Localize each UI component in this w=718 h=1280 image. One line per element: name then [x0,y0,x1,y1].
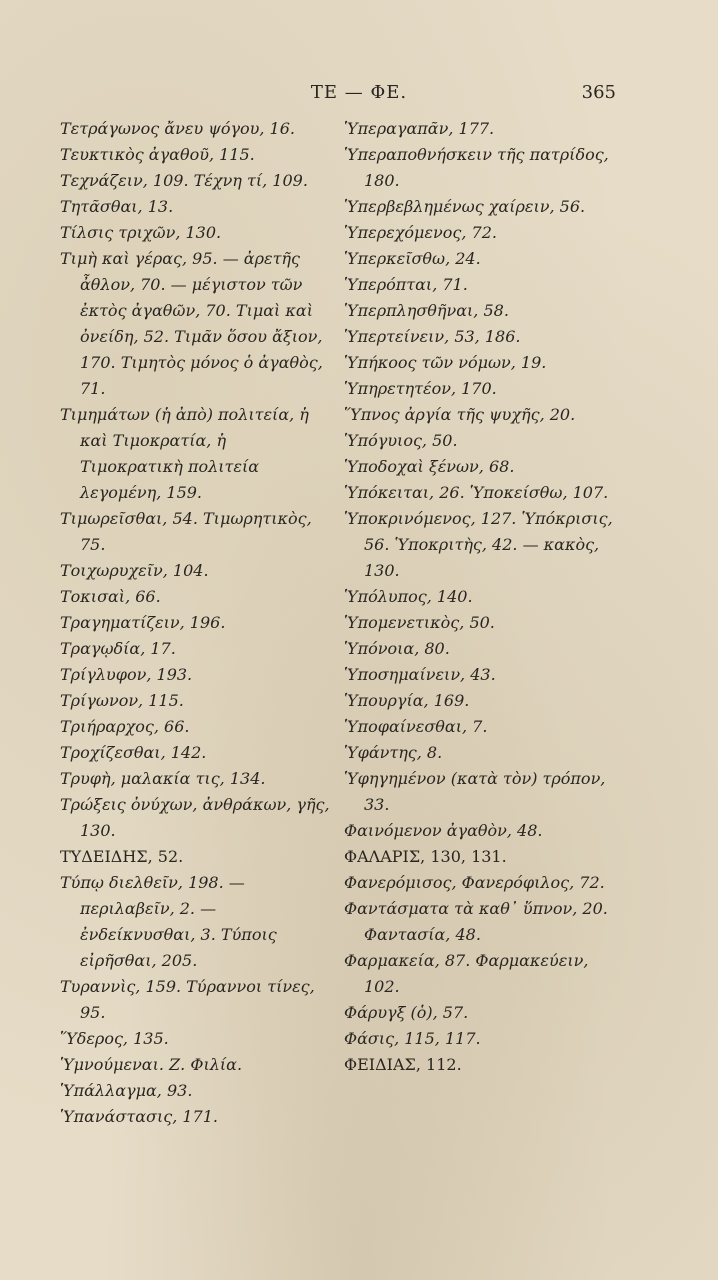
index-entry: Τοκισαὶ, 66. [60,587,161,606]
index-entry: Ὑπηρετητέον, 170. [344,379,497,398]
index-entry: Τρώξεις ὀνύχων, ἀνθράκων, γῆς, 130. [60,795,330,840]
index-entry: Ὑπόλυπος, 140. [344,587,473,606]
index-entry: Τρίγωνον, 115. [60,691,184,710]
index-entry: Ὑπερκεῖσθω, 24. [344,249,481,268]
index-entry: Ὑπεραποθνήσκειν τῆς πατρίδος, 180. [344,145,609,190]
index-entry: Ὑπεραγαπᾶν, 177. [344,119,495,138]
index-entry: Ὑπόκειται, 26. Ὑποκείσθω, 107. [344,483,609,502]
running-head: ΤΕ — ΦΕ. [310,82,408,103]
index-entry: Ὑπερεχόμενος, 72. [344,223,497,242]
index-entry: Ὑποφαίνεσθαι, 7. [344,717,488,736]
index-column-right [344,116,614,1078]
index-column-left [60,116,330,1130]
index-entry: Φανερόμισος, Φανερόφιλος, 72. [344,873,605,892]
index-entry: Τιμὴ καὶ γέρας, 95. — ἀρετῆς ἆθλον, 70. — μέγιστον τῶν ἐκτὸς ἀγαθῶν, 70. Τιμαὶ καὶ ὀνείδη, 52. Τιμᾶν ὅσου ἄξιον, 170. Τιμητὸς μόνος ὁ ἀγαθὸς, 71. [60,249,323,398]
index-entry: Τρίγλυφον, 193. [60,665,193,684]
index-entry: ΦΑΛΑΡΙΣ, 130, 131. [344,847,507,866]
index-entry: Τύπῳ διελθεῖν, 198. — περιλαβεῖν, 2. — ἐνδείκνυσθαι, 3. Τύποις εἰρῆσθαι, 205. [60,873,277,970]
index-entry: Τραγῳδία, 17. [60,639,176,658]
index-entry: Φάσις, 115, 117. [344,1029,481,1048]
index-entry: ΦΕΙΔΙΑΣ, 112. [344,1055,462,1074]
index-entry: Φαρμακεία, 87. Φαρμακεύειν, 102. [344,951,589,996]
index-entry: Τυραννὶς, 159. Τύραννοι τίνες, 95. [60,977,315,1022]
index-entry: Ὑπήκοος τῶν νόμων, 19. [344,353,547,372]
index-entry: Τροχίζεσθαι, 142. [60,743,207,762]
index-entry: Τετράγωνος ἄνευ ψόγου, 16. [60,119,295,138]
index-entry: ΤΥΔΕΙΔΗΣ, 52. [60,847,184,866]
index-entry: Τίλσις τριχῶν, 130. [60,223,222,242]
index-entry: Ὑπόνοια, 80. [344,639,450,658]
index-entry: Ὑπερπλησθῆναι, 58. [344,301,509,320]
page-number: 365 [581,82,616,103]
index-entry: Ὑπερβεβλημένως χαίρειν, 56. [344,197,586,216]
index-entry: Τεχνάζειν, 109. Τέχνη τί, 109. [60,171,308,190]
index-entry: Ὑποδοχαὶ ξένων, 68. [344,457,515,476]
index-entry: Ὑπάλλαγμα, 93. [60,1081,193,1100]
index-entry: Φαντάσματα τὰ καθ᾽ ὕπνον, 20. Φαντασία, 48. [344,899,608,944]
index-entry: Ὑπομενετικὸς, 50. [344,613,495,632]
index-entry: Τιμημάτων (ἡ ἀπὸ) πολιτεία, ἡ καὶ Τιμοκρατία, ἡ Τιμοκρατικὴ πολιτεία λεγομένη, 159. [60,405,309,502]
index-entry: Τιμωρεῖσθαι, 54. Τιμωρητικὸς, 75. [60,509,312,554]
index-entry: Τρυφὴ, μαλακία τις, 134. [60,769,266,788]
index-entry: Ὑπερτείνειν, 53, 186. [344,327,521,346]
index-entry: Τριήραρχος, 66. [60,717,190,736]
index-entry: Ὑφάντης, 8. [344,743,443,762]
index-entry: Φαινόμενον ἀγαθὸν, 48. [344,821,543,840]
index-entry: Τευκτικὸς ἀγαθοῦ, 115. [60,145,255,164]
index-entry: Φάρυγξ (ὁ), 57. [344,1003,469,1022]
index-entry: Ὑποσημαίνειν, 43. [344,665,496,684]
index-entry: Τραγηματίζειν, 196. [60,613,226,632]
index-entry: Ὑφηγημένον (κατὰ τὸν) τρόπον, 33. [344,769,606,814]
index-entry: Ὕδερος, 135. [60,1029,169,1048]
index-entry: Τητᾶσθαι, 13. [60,197,174,216]
index-entry: Ὑπόγυιος, 50. [344,431,458,450]
index-entry: Ὑμνούμεναι. Ζ. Φιλία. [60,1055,243,1074]
index-entry: Ὑπουργία, 169. [344,691,470,710]
index-entry: Τοιχωρυχεῖν, 104. [60,561,209,580]
index-entry: Ὕπνος ἀργία τῆς ψυχῆς, 20. [344,405,576,424]
page-header [0,82,718,108]
index-entry: Ὑπερόπται, 71. [344,275,468,294]
index-entry: Ὑποκρινόμενος, 127. Ὑπόκρισις, 56. Ὑποκριτὴς, 42. — κακὸς, 130. [344,509,613,580]
index-entry: Ὑπανάστασις, 171. [60,1107,218,1126]
